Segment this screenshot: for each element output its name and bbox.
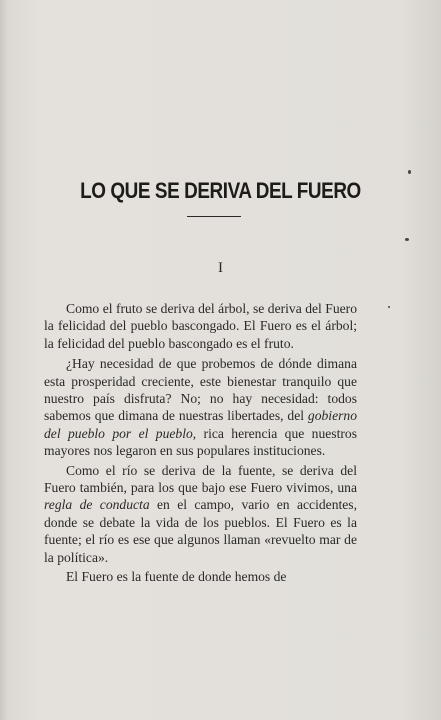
text-segment: El Fuero es la fuente de donde hemos de (66, 569, 287, 585)
ink-speck (388, 306, 390, 308)
section-number: I (218, 260, 223, 276)
ink-speck (405, 238, 409, 241)
body-text (44, 300, 357, 586)
paragraph (44, 568, 357, 585)
paragraph (44, 355, 357, 459)
paragraph (44, 300, 357, 352)
paragraph (44, 462, 357, 566)
text-segment: en el campo, vario en accidentes, donde se debate la vida de los pueblos. El Fuero es la fuente; el río es ese que algunos llaman «revuelto mar de la política». (44, 497, 357, 565)
title-underline (187, 216, 241, 217)
text-segment: Como el fruto se deriva del árbol, se deriva del Fuero la felicidad del pueblo bascongado. El Fuero es el árbol; la felicidad del pueblo bascongado es el fruto. (44, 301, 357, 351)
ink-speck (408, 170, 411, 174)
text-segment: , rica herencia que nuestros mayores nos legaron en sus populares instituciones. (44, 425, 357, 459)
chapter-title: LO QUE SE DERIVA DEL FUERO (80, 178, 361, 203)
italic-phrase: gobierno del pueblo por el pueblo (44, 408, 357, 441)
italic-phrase: regla de conducta (44, 497, 150, 513)
text-segment: ¿Hay necesidad de que probemos de dónde dimana esta prosperidad creciente, este bienestar tranquilo que nuestro país disfruta? No; no hay necesidad: todos sabemos que dimana de nuestras libertades, del (44, 356, 357, 424)
text-segment: Como el río se deriva de la fuente, se deriva del Fuero también, para los que bajo ese Fuero vivimos, una (44, 462, 357, 496)
